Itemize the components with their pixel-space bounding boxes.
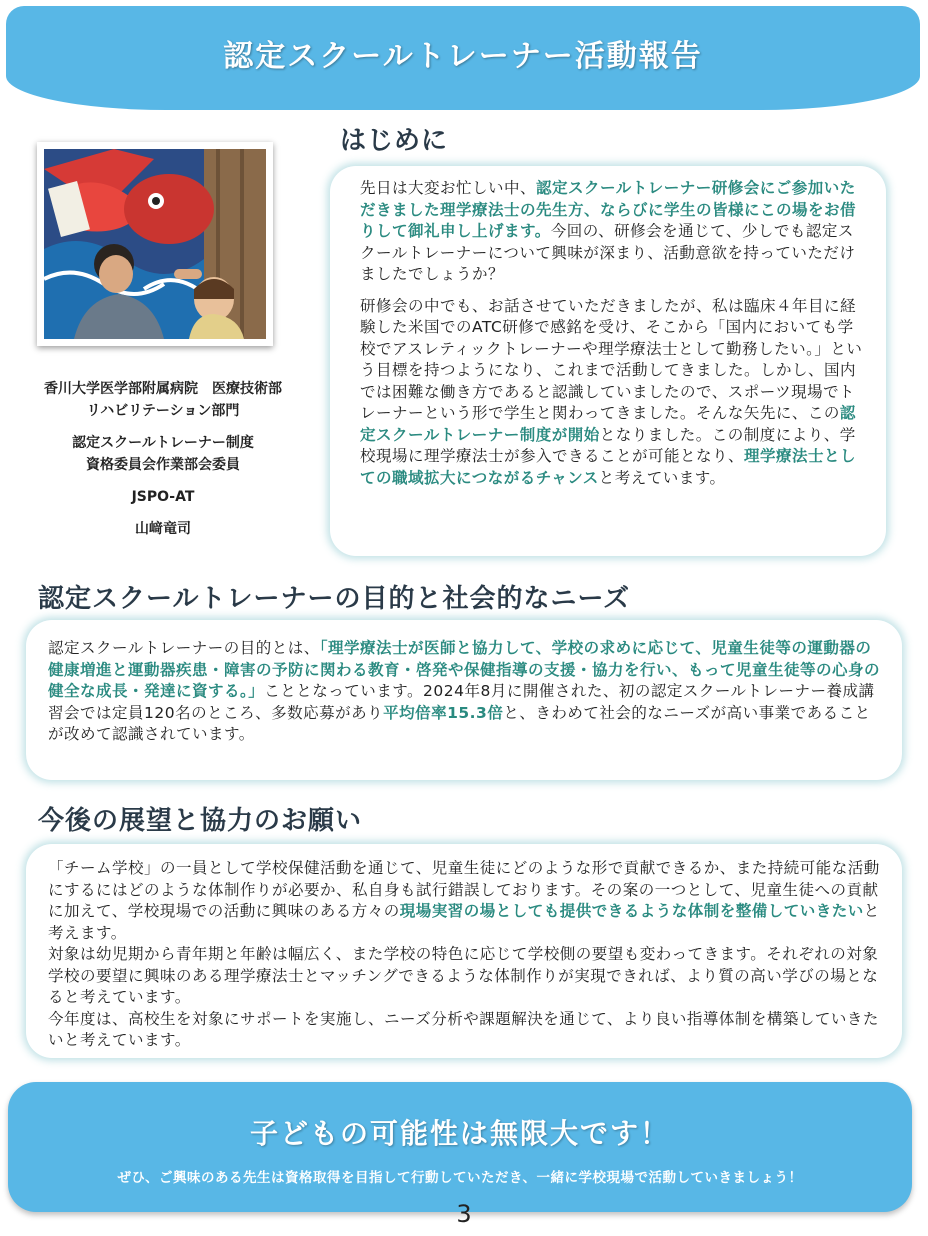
intro-paragraph-2 — [360, 296, 866, 490]
author-committee-line1: 認定スクールトレーナー制度 — [72, 435, 254, 451]
intro-p2-highlight-1: 認定スクールトレーナー制度が開始 — [360, 404, 856, 444]
purpose-highlight-ratio: 平均倍率15.3倍 — [383, 703, 504, 722]
intro-p2-part3: となりました。この制度により、学校現場に理学療法士が参入できることが可能となり、 — [360, 425, 856, 465]
author-affiliation-line2: リハビリテーション部門 — [86, 403, 240, 419]
purpose-text — [48, 638, 880, 746]
outlook-part3: と考えます。 — [48, 902, 880, 942]
outlook-highlight: 現場実習の場としても提供できるような体制を整備していきたい — [399, 902, 864, 920]
intro-box — [330, 166, 886, 556]
intro-p1-highlight: 認定スクールトレーナー研修会にご参加いただきました理学療法士の先生方、ならびに学生の皆様にこの場をお借りして御礼申し上げます。 — [360, 179, 857, 240]
footer-title: 子どもの可能性は無限大です！ — [249, 1117, 670, 1150]
footer-subtitle: ぜひ、ご興味のある先生は資格取得を目指して行動していただき、一緒に学校現場で活動していきましょう！ — [117, 1170, 803, 1186]
page-title: 認定スクールトレーナー活動報告 — [223, 39, 703, 74]
outlook-paragraph-3: 今年度は、高校生を対象にサポートを実施し、ニーズ分析や課題解決を通じて、より良い指導体制を構築していきたいと考えています。 — [48, 1009, 879, 1049]
intro-p1-part3: 今回の、研修会を通じて、少しでも認定スクールトレーナーについて興味が深まり、活動意欲を持っていただけましたでしょうか？ — [360, 222, 856, 283]
outlook-paragraph-2: 対象は幼児期から青年期と年齢は幅広く、また学校の特色に応じて学校側の要望も変わってきます。それぞれの対象学校の要望に興味のある理学療法士とマッチングできるような体制作りが実現できれば、より質の高い学びの場となると考えています。 — [48, 945, 879, 1006]
intro-title: はじめに — [340, 126, 449, 156]
author-affiliation-line1: 香川大学医学部附属病院 医療技術部 — [44, 381, 282, 397]
author-credential: JSPO-AT — [131, 489, 195, 505]
author-info — [10, 378, 316, 550]
page-header-banner — [6, 6, 920, 110]
footer-banner — [8, 1082, 912, 1212]
intro-p2-part5: と考えています。 — [598, 468, 726, 487]
intro-p2-highlight-2: 理学療法士としての職域拡大につながるチャンス — [360, 447, 857, 487]
page-number: 3 — [456, 1200, 472, 1228]
purpose-part1: 認定スクールトレーナーの目的とは、 — [48, 639, 320, 657]
author-photo-frame — [37, 142, 273, 346]
purpose-box — [26, 620, 902, 780]
outlook-paragraph-1 — [48, 858, 880, 944]
outlook-title: 今後の展望と協力のお願い — [38, 806, 363, 836]
intro-p1-part1: 先日は大変お忙しい中、 — [360, 179, 537, 197]
author-committee-line2: 資格委員会作業部会委員 — [86, 457, 240, 473]
author-name: 山﨑竜司 — [135, 521, 191, 537]
author-affiliation — [10, 378, 316, 422]
purpose-part3: こととなっています。2024年8月に開催された、初の認定スクールトレーナー養成講習会では定員120名のところ、多数応募があり — [48, 682, 875, 722]
intro-p2-part1: 研修会の中でも、お話させていただきましたが、私は臨床４年目に経験した米国でのATC研修で感銘を受け、そこから「国内においても学校でアスレティックトレーナーや理学療法士として勤務したい。」という目標を持つようになり、これまで活動してきました。しかし、国内では困難な働き方であると認識していましたので、スポーツ現場でトレーナーという形で学生と関わってきました。そんな矢先に、この — [360, 296, 863, 422]
purpose-title: 認定スクールトレーナーの目的と社会的なニーズ — [38, 584, 631, 614]
author-committee — [10, 432, 316, 476]
outlook-box — [26, 844, 902, 1058]
purpose-highlight-definition: 「理学療法士が医師と協力して、学校の求めに応じて、児童生徒等の運動器の健康増進と運動器疾患・障害の予防に関わる教育・啓発や保健指導の支援・協力を行い、もって児童生徒等の心身の健全な成長・発達に資する。」 — [48, 639, 881, 700]
outlook-part1: 「チーム学校」の一員として学校保健活動を通じて、児童生徒にどのような形で貢献できるか、また持続可能な活動にするにはどのような体制作りが必要か、私自身も試行錯誤しております。その案の一つとして、児童生徒への貢献に加えて、学校現場での活動に興味のある方々の — [48, 859, 880, 920]
purpose-part5: と、きわめて社会的なニーズが高い事業であることが改めて認識されています。 — [48, 703, 871, 743]
author-photo — [44, 149, 266, 339]
intro-paragraph-1 — [360, 178, 866, 286]
